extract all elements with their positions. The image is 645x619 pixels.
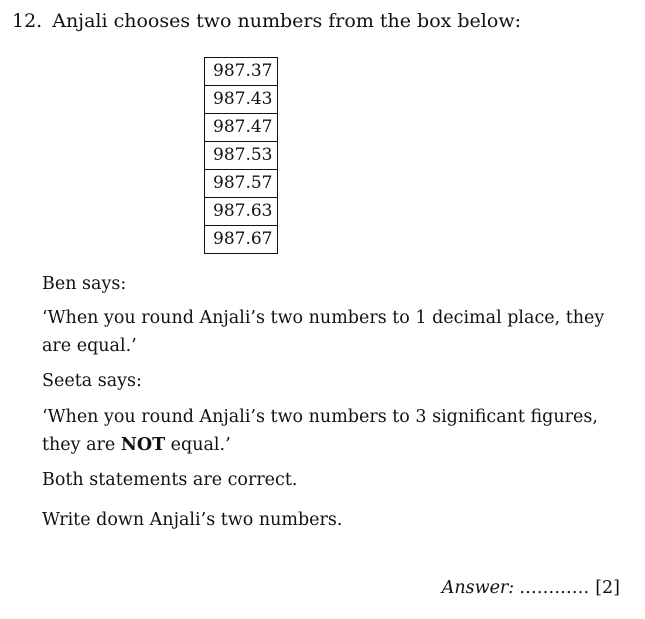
seeta-line2-post: equal.’ [165, 435, 231, 455]
box-number: 987.47 [205, 114, 278, 142]
question-number: 12. [12, 10, 43, 32]
ben-says-label: Ben says: [42, 274, 127, 294]
box-number: 987.63 [205, 198, 278, 226]
box-number: 987.43 [205, 86, 278, 114]
box-number: 987.37 [205, 58, 278, 86]
both-statements-correct: Both statements are correct. [42, 470, 298, 490]
marks-label: [2] [595, 578, 620, 598]
question-text: Anjali chooses two numbers from the box below: [52, 10, 521, 32]
ben-statement-line-1: ‘When you round Anjali’s two numbers to 1 decimal place, they [42, 308, 605, 328]
seeta-not-emphasis: NOT [120, 435, 166, 455]
box-number: 987.67 [205, 226, 278, 254]
ben-statement-line-2: are equal.’ [42, 336, 137, 356]
seeta-statement-line-1: ‘When you round Anjali’s two numbers to 3 significant figures, [42, 407, 598, 427]
box-number: 987.57 [205, 170, 278, 198]
answer-dots: ………… [519, 578, 590, 598]
number-box [204, 57, 278, 254]
box-number: 987.53 [205, 142, 278, 170]
answer-label: Answer: [441, 578, 515, 598]
seeta-line2-pre: they are [42, 435, 121, 455]
instruction-text: Write down Anjali’s two numbers. [42, 510, 343, 530]
question-stem [12, 10, 521, 32]
seeta-says-label: Seeta says: [42, 371, 142, 391]
seeta-statement-line-2 [42, 431, 231, 459]
answer-line [442, 574, 620, 602]
